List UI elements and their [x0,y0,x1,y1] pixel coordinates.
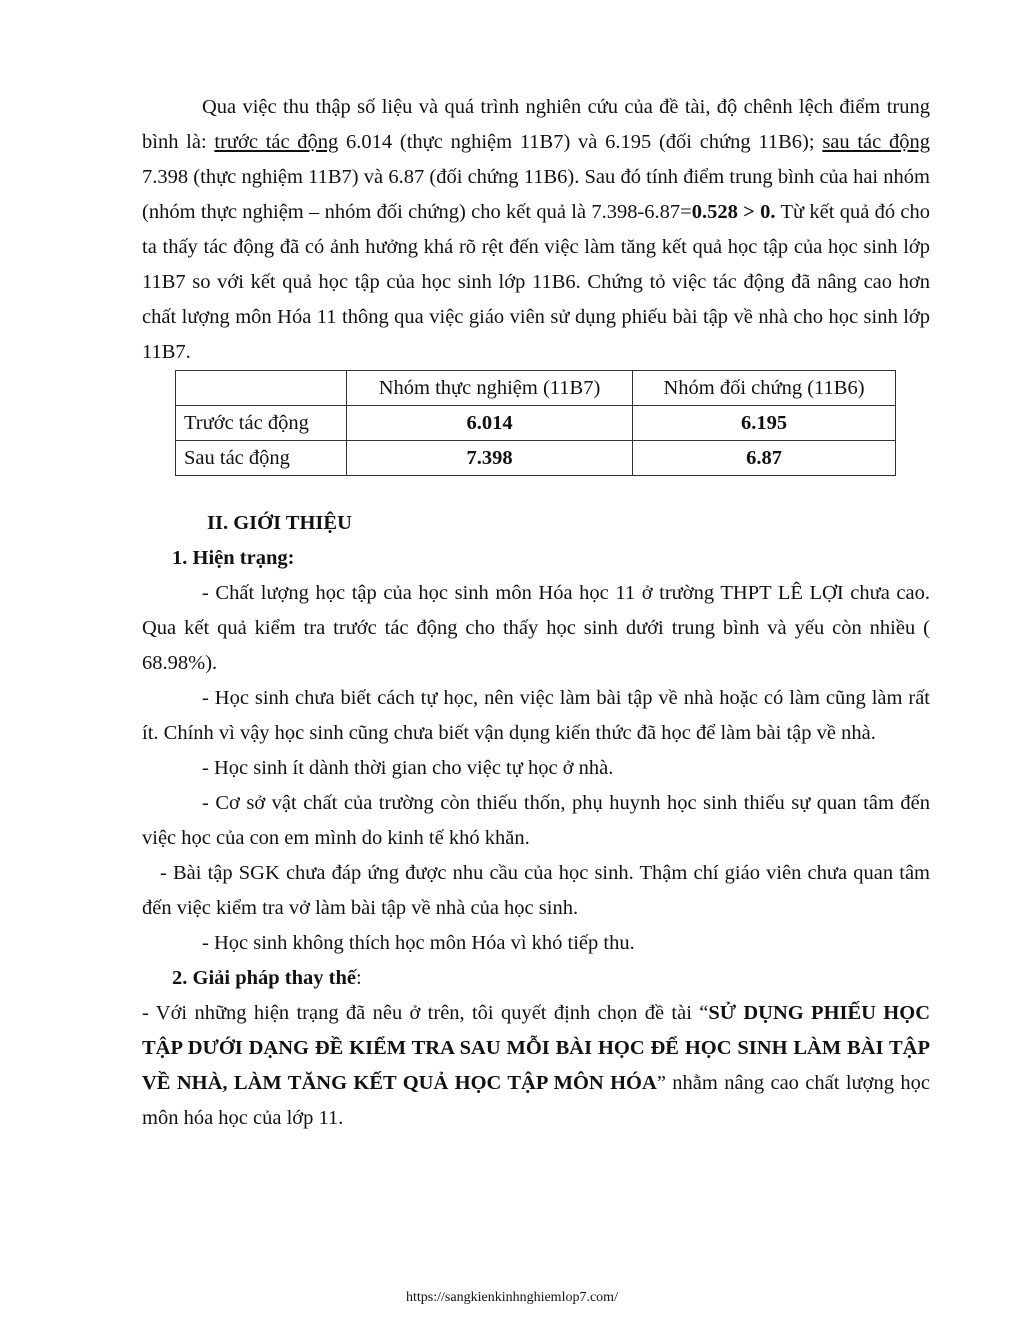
control-value: 6.195 [633,406,896,441]
comparison-table [175,370,896,476]
table-row [176,406,896,441]
row-label: Trước tác động [176,406,347,441]
subsection-current-state: 1. Hiện trạng: [172,547,295,569]
document-page [142,90,930,1136]
solution-paragraph [142,996,930,1136]
list-item: - Học sinh chưa biết cách tự học, nên việc làm bài tập về nhà hoặc có làm cũng làm rất ít. Chính vì vậy học sinh cũng chưa biết vận dụng kiến thức đã học để làm bài tập về nhà. [142,687,930,744]
intro-text-3: 7.398 (thực nghiệm 11B7) và 6.87 (đối chứng 11B6). Sau đó tính điểm trung bình của hai nhóm (nhóm thực nghiệm – nhóm đối chứng) cho kết quả là 7.398-6.87= [142,166,930,223]
subsection-solution-label: 2. Giải pháp thay thế [172,967,356,989]
table-header-row [176,371,896,406]
control-value: 6.87 [633,441,896,476]
section-title: II. GIỚI THIỆU [207,512,352,534]
spacer [142,476,930,506]
intro-text-1: Qua việc thu thập số liệu và quá trình nghiên cứu của đề tài, độ chênh lệch điểm trung bình là: [142,96,930,153]
list-item: - Cơ sở vật chất của trường còn thiếu thốn, phụ huynh học sinh thiếu sự quan tâm đến việc học của con em mình do kinh tế khó khăn. [142,792,930,849]
intro-paragraph [142,90,930,370]
row-label: Sau tác động [176,441,347,476]
intro-text-4: Từ kết quả đó cho ta thấy tác động đã có ảnh hưởng khá rõ rệt đến việc làm tăng kết quả học tập của học sinh lớp 11B7 so với kết quả học tập của học sinh lớp 11B6. Chứng tỏ việc tác động đã nâng cao hơn chất lượng môn Hóa 11 thông qua việc giáo viên sử dụng phiếu bài tập về nhà cho học sinh lớp 11B7. [142,201,930,363]
table-header-empty [176,371,347,406]
experimental-value: 6.014 [347,406,633,441]
table-header-control: Nhóm đối chứng (11B6) [633,371,896,406]
table-header-experimental: Nhóm thực nghiệm (11B7) [347,371,633,406]
solution-text-start: - Với những hiện trạng đã nêu ở trên, tôi quyết định chọn đề tài “ [142,1002,709,1024]
solution-topic-title: SỬ DỤNG PHIẾU HỌC TẬP DƯỚI DẠNG ĐỀ KIỂM TRA SAU MỖI BÀI HỌC ĐỂ HỌC SINH LÀM BÀI TẬP VỀ NHÀ, LÀM TĂNG KẾT QUẢ HỌC TẬP MÔN HÓA [142,1002,930,1094]
intro-bold-result: 0.528 > 0. [691,201,776,223]
list-item: - Bài tập SGK chưa đáp ứng được nhu cầu của học sinh. Thậm chí giáo viên chưa quan tâm đến việc kiểm tra vở làm bài tập về nhà của học sinh. [142,862,930,919]
footer-url: https://sangkienkinhnghiemlop7.com/ [406,1290,618,1305]
solution-text-end: ” nhằm nâng cao chất lượng học môn hóa học của lớp 11. [142,1072,930,1129]
subsection-solution [142,961,930,996]
experimental-value: 7.398 [347,441,633,476]
intro-text-2: 6.014 (thực nghiệm 11B7) và 6.195 (đối chứng 11B6); [338,131,823,153]
subsection-solution-colon: : [355,967,362,989]
table-row [176,441,896,476]
list-item: - Chất lượng học tập của học sinh môn Hóa học 11 ở trường THPT LÊ LỢI chưa cao. Qua kết quả kiểm tra trước tác động cho thấy học sinh dưới trung bình và yếu còn nhiều ( 68.98%). [142,582,930,674]
intro-underline-after: sau tác động [822,131,930,153]
intro-underline-before: trước tác động [214,131,339,153]
list-item: - Học sinh ít dành thời gian cho việc tự học ở nhà. [202,757,614,779]
list-item: - Học sinh không thích học môn Hóa vì khó tiếp thu. [202,932,635,954]
